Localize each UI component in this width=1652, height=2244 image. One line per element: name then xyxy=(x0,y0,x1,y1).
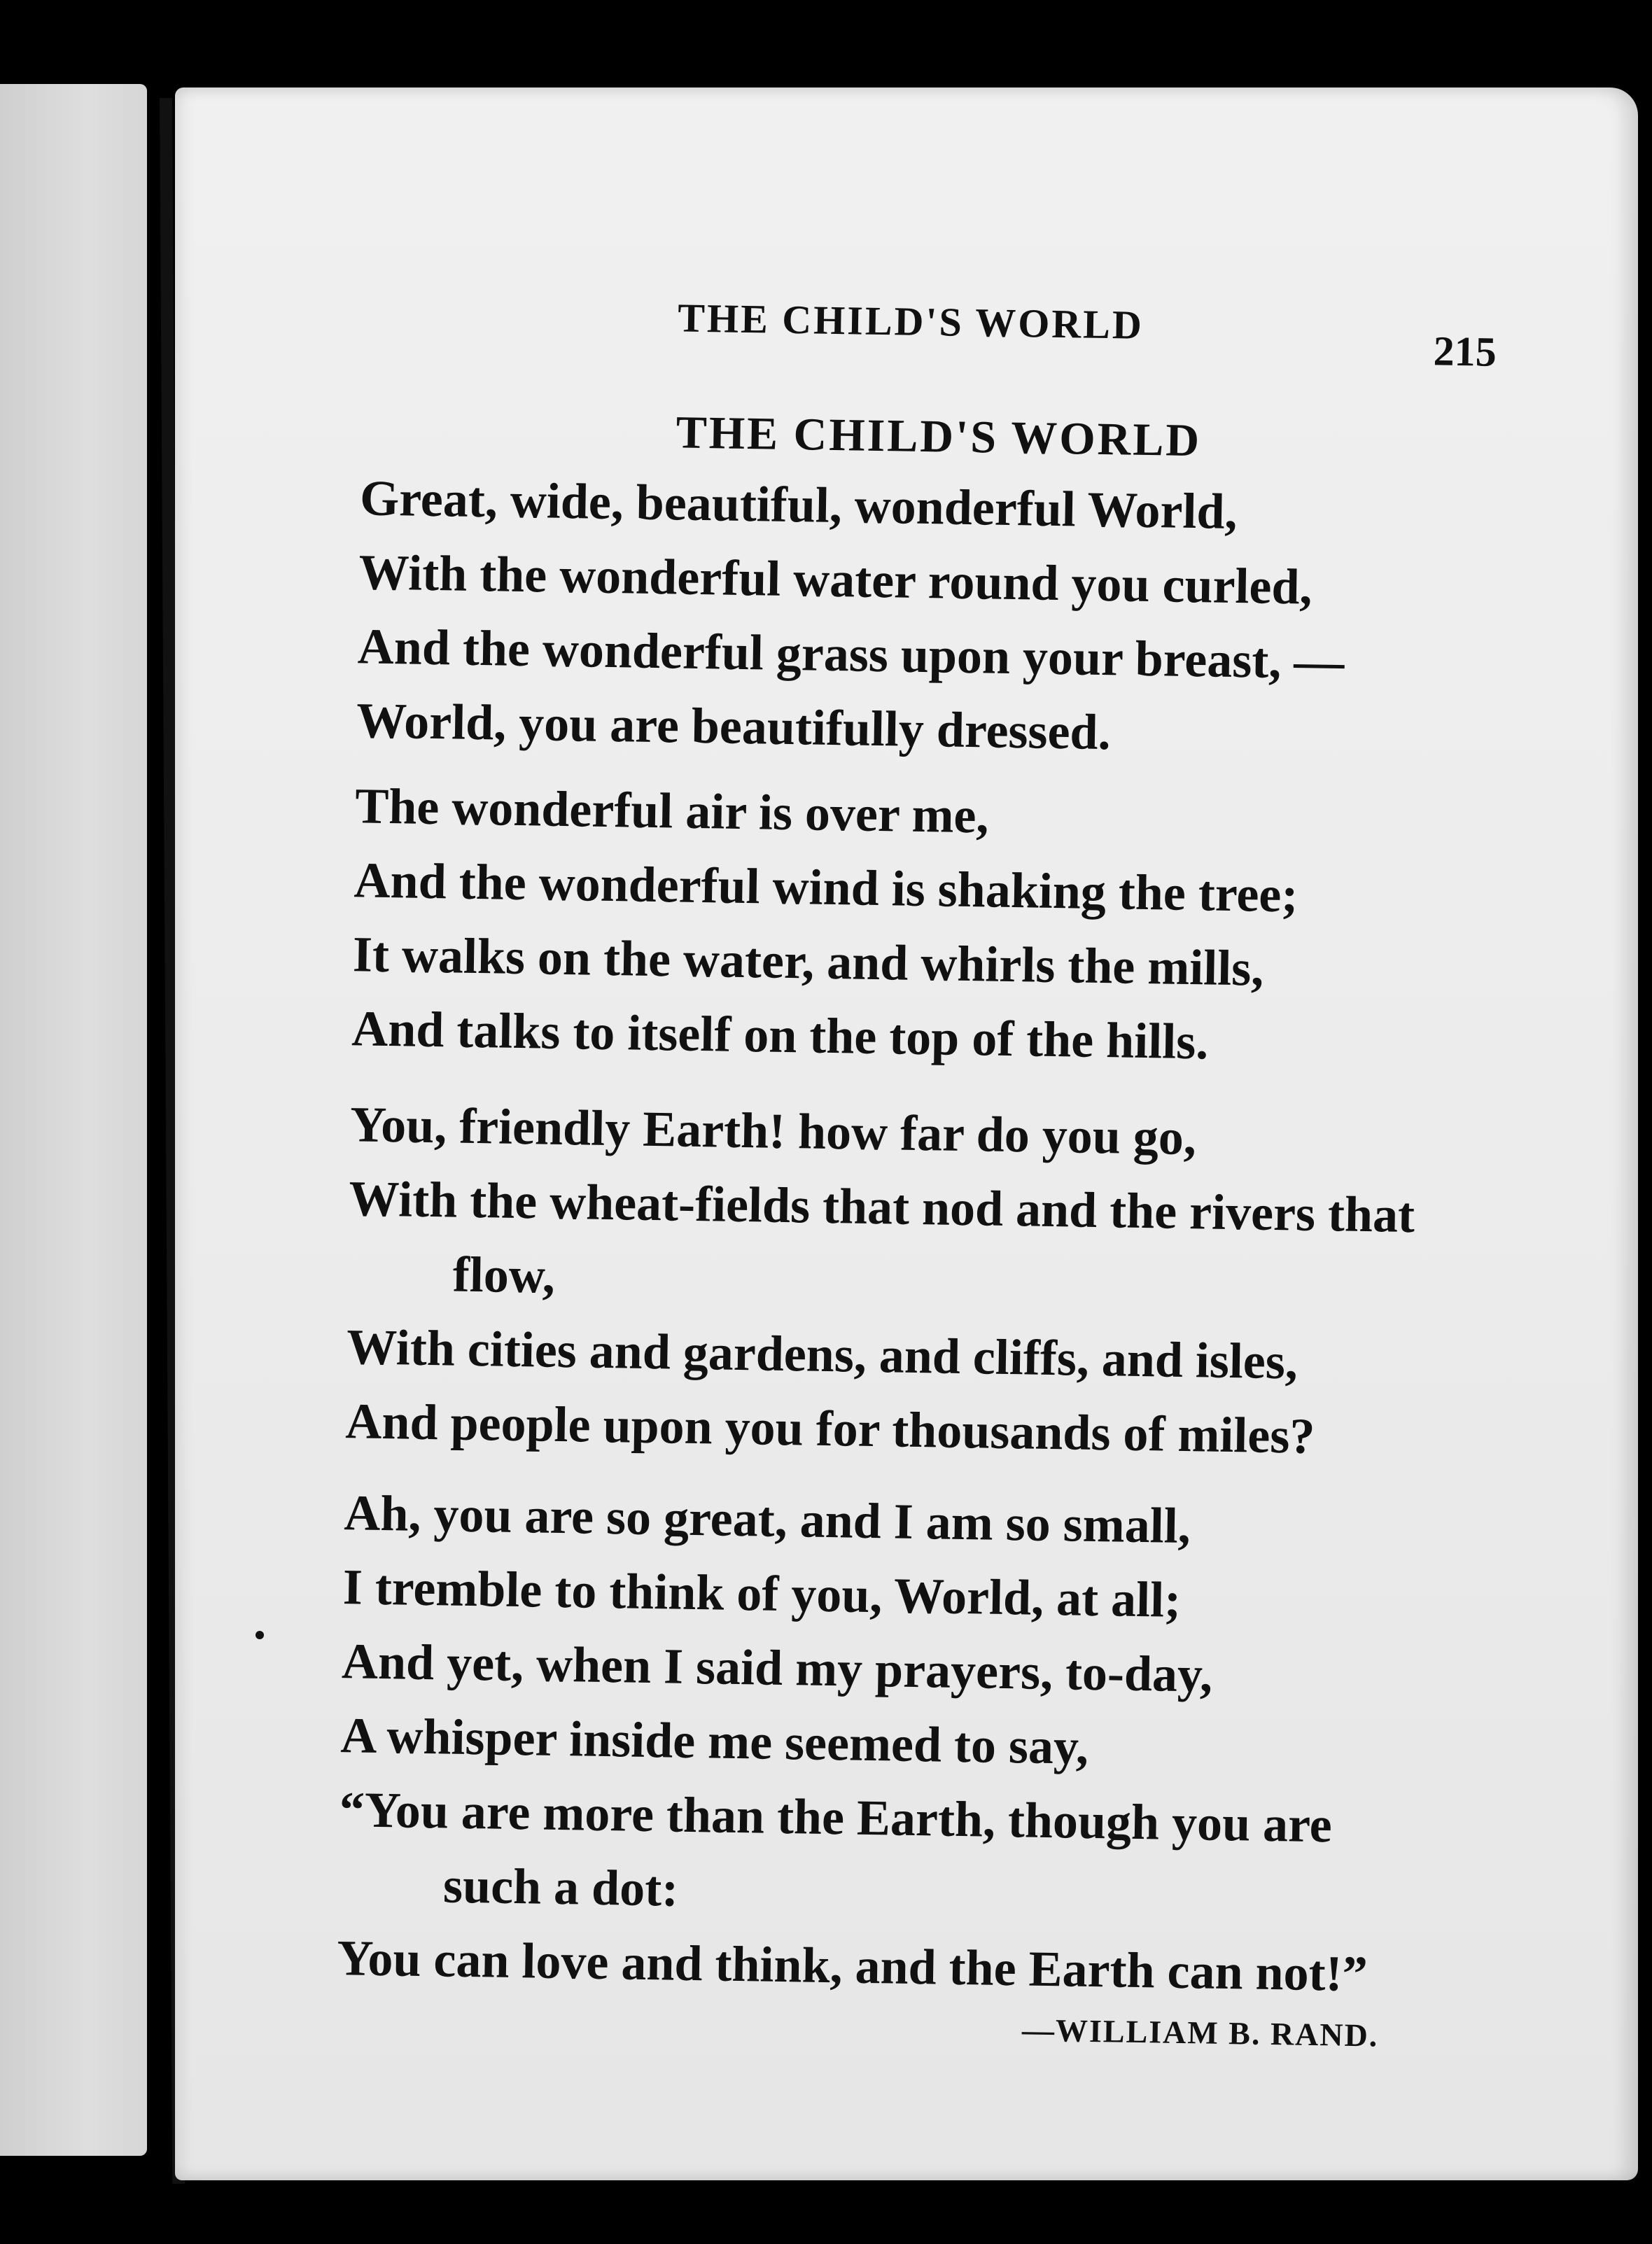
poem-line-continuation: flow, xyxy=(452,1246,556,1304)
book-page xyxy=(175,87,1638,2180)
running-head: THE CHILD'S WORLD xyxy=(677,295,1144,348)
poem-line: With the wheat-fields that nod and the rivers that xyxy=(348,1170,1415,1244)
poem-attribution: —WILLIAM B. RAND. xyxy=(1021,2012,1379,2054)
poem-line: Ah, you are so great, and I am so small, xyxy=(343,1485,1191,1555)
facing-page xyxy=(0,84,147,2156)
poem-line: The wonderful air is over me, xyxy=(354,778,990,844)
poem-line: World, you are beautifully dressed. xyxy=(356,692,1112,761)
page-content xyxy=(159,76,1652,2192)
page-number: 215 xyxy=(1433,328,1497,375)
poem-line: And people upon you for thousands of miles? xyxy=(344,1393,1316,1464)
poem-line: Great, wide, beautiful, wonderful World, xyxy=(359,470,1238,540)
ink-speck xyxy=(255,1631,264,1639)
poem-line: With cities and gardens, and cliffs, and isles, xyxy=(346,1319,1298,1390)
poem-line: “You are more than the Earth, though you are xyxy=(339,1781,1333,1853)
poem-line: And talks to itself on the top of the hills. xyxy=(351,1000,1209,1070)
poem-line: You, friendly Earth! how far do you go, xyxy=(349,1096,1197,1166)
poem-line: And the wonderful wind is shaking the tree; xyxy=(354,852,1298,923)
poem-line-continuation: such a dot: xyxy=(442,1857,679,1917)
poem-line: It walks on the water, and whirls the mills, xyxy=(352,926,1264,997)
stanza-3 xyxy=(345,1087,1417,1475)
poem-line: I tremble to think of you, World, at all; xyxy=(342,1559,1182,1628)
poem-line: And the wonderful grass upon your breast, — xyxy=(357,618,1345,690)
poem-title: THE CHILD'S WORLD xyxy=(676,407,1202,467)
poem-line: You can love and think, and the Earth can not!” xyxy=(336,1930,1368,2003)
poem-line: A whisper inside me seemed to say, xyxy=(340,1707,1089,1775)
poem-line: And yet, when I said my prayers, to-day, xyxy=(341,1633,1213,1703)
stanza-2 xyxy=(351,769,1300,1080)
stanza-4 xyxy=(337,1475,1376,2011)
stanza-1 xyxy=(356,461,1347,773)
poem-line: With the wonderful water round you curled, xyxy=(358,544,1313,615)
